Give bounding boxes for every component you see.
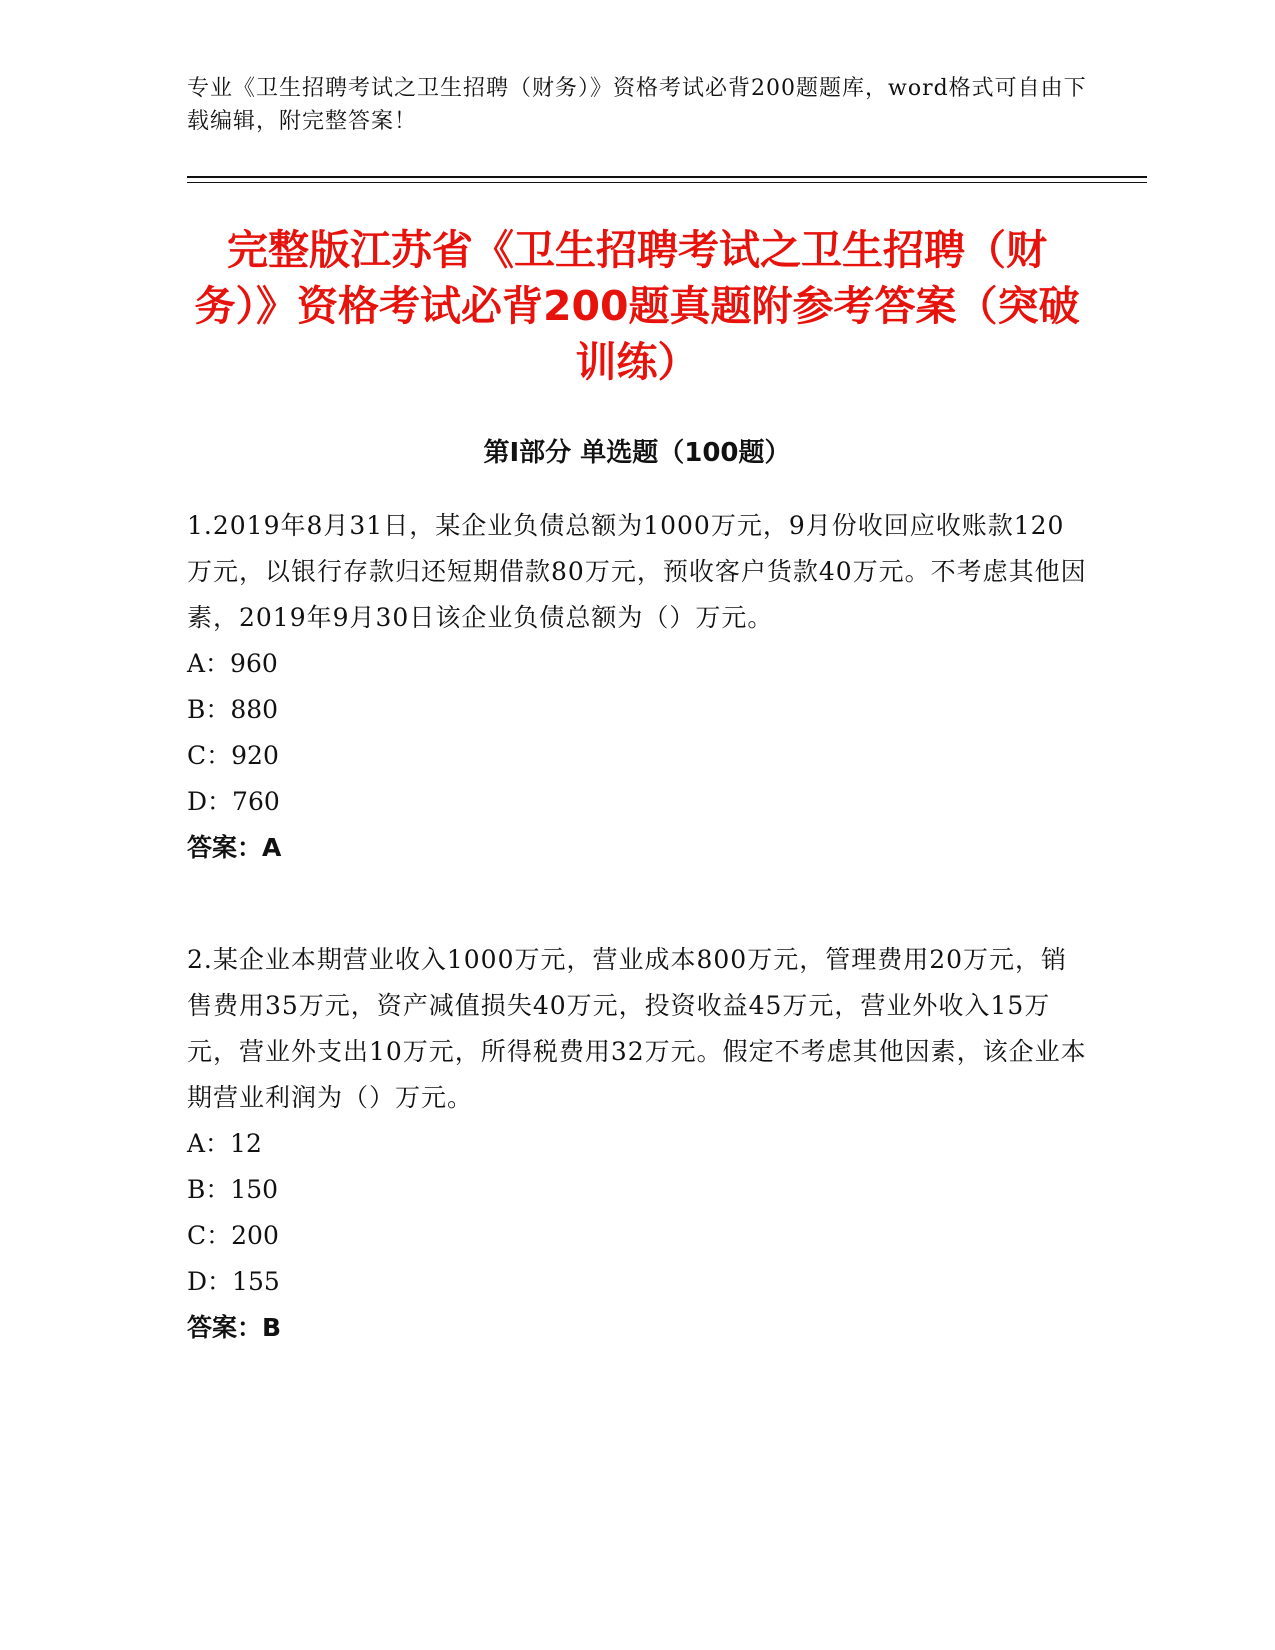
header-divider-thin — [187, 182, 1147, 183]
option-c: C：920 — [187, 741, 279, 770]
header-note: 专业《卫生招聘考试之卫生招聘（财务）》资格考试必背200题题库，word格式可自由下载编辑，附完整答案！ — [187, 76, 1087, 134]
option-d: D：760 — [187, 787, 280, 816]
option-b: B：880 — [187, 695, 279, 724]
option-c: C：200 — [187, 1221, 279, 1250]
section-heading: 第I部分 单选题（100题） — [483, 438, 791, 468]
answer: 答案：B — [187, 1313, 282, 1342]
question-text: 1.2019年8月31日，某企业负债总额为1000万元，9月份收回应收账款120万元，以银行存款归还短期借款80万元，预收客户货款40万元。不考虑其他因素，2019年9月30日该企业负债总额为（）万元。 — [187, 511, 1087, 632]
document-title: 完整版江苏省《卫生招聘考试之卫生招聘（财务）》资格考试必背200题真题附参考答案（突破训练） — [194, 226, 1080, 386]
option-a: A：12 — [187, 1129, 262, 1158]
option-b: B：150 — [187, 1175, 279, 1204]
header-divider-thick — [187, 176, 1147, 178]
option-a: A：960 — [187, 649, 278, 678]
option-d: D：155 — [187, 1267, 280, 1296]
question-2 — [187, 937, 1087, 1351]
question-1 — [187, 503, 1087, 871]
question-text: 2.某企业本期营业收入1000万元，营业成本800万元，管理费用20万元，销售费用35万元，资产减值损失40万元，投资收益45万元，营业外收入15万元，营业外支出10万元，所得税费用32万元。假定不考虑其他因素，该企业本期营业利润为（）万元。 — [187, 945, 1087, 1112]
answer: 答案：A — [187, 833, 282, 862]
